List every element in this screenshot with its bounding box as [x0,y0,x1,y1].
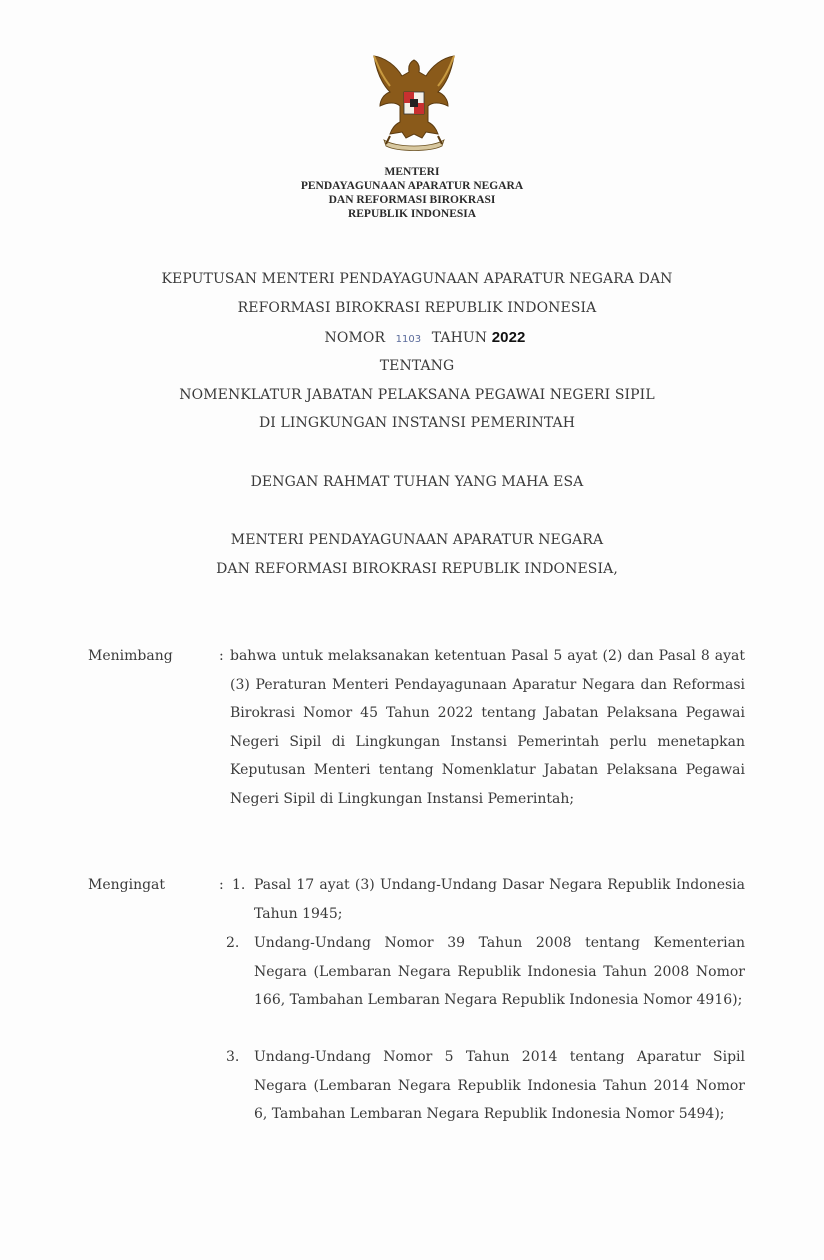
header-line-3: DAN REFORMASI BIROKRASI [328,194,496,206]
mengingat-colon: : [219,877,224,893]
issuer-line-2: DAN REFORMASI BIROKRASI REPUBLIK INDONESIA, [216,561,618,577]
tentang-heading: TENTANG [379,358,455,374]
mengingat-item-2-text: Undang-Undang Nomor 39 Tahun 2008 tentang Kementerian Negara (Lembaran Negara Republik Indonesia Tahun 2008 Nomor 166, Tambahan Lembaran Negara Republik Indonesia Nomor 4916); [254,935,745,1008]
mengingat-item-1-number: 1. [232,877,246,893]
mengingat-item-2-number: 2. [226,935,240,951]
subject-line-2: DI LINGKUNGAN INSTANSI PEMERINTAH [258,415,576,431]
header-line-2: PENDAYAGUNAAN APARATUR NEGARA [300,180,524,192]
mengingat-item-1-text: Pasal 17 ayat (3) Undang-Undang Dasar Negara Republik Indonesia Tahun 1945; [254,877,745,922]
garuda-emblem-icon [366,52,462,158]
header-line-4: REPUBLIK INDONESIA [347,208,477,220]
tahun-value: 2022 [491,329,526,346]
issuer-line-1: MENTERI PENDAYAGUNAAN APARATUR NEGARA [230,532,604,548]
tahun-label: TAHUN [431,330,488,346]
subject-line-1: NOMENKLATUR JABATAN PELAKSANA PEGAWAI NEGERI SIPIL [179,387,655,403]
mengingat-item-3-number: 3. [226,1049,240,1065]
title-line-1: KEPUTUSAN MENTERI PENDAYAGUNAAN APARATUR NEGARA DAN [161,271,673,287]
menimbang-text: bahwa untuk melaksanakan ketentuan Pasal 5 ayat (2) dan Pasal 8 ayat (3) Peraturan Menteri Pendayagunaan Aparatur Negara dan Reformasi Birokrasi Nomor 45 Tahun 2022 tentang Jabatan Pelaksana Pegawai Negeri Sipil di Lingkungan Instansi Pemerintah perlu menetapkan Keputusan Menteri tentang Nomenklatur Jabatan Pelaksana Pegawai Negeri Sipil di Lingkungan Instansi Pemerintah; [230,648,745,807]
menimbang-colon: : [219,648,224,664]
mengingat-item-3-text: Undang-Undang Nomor 5 Tahun 2014 tentang Aparatur Sipil Negara (Lembaran Negara Republik Indonesia Tahun 2014 Nomor 6, Tambahan Lembaran Negara Republik Indonesia Nomor 5494); [254,1049,745,1122]
nomor-label: NOMOR [324,330,386,346]
header-line-1: MENTERI [384,166,440,178]
decree-number-line [8,329,824,346]
mengingat-label: Mengingat [88,877,166,893]
nomor-value: 1103 [395,334,422,345]
preamble: DENGAN RAHMAT TUHAN YANG MAHA ESA [250,474,584,490]
title-line-2: REFORMASI BIROKRASI REPUBLIK INDONESIA [237,300,597,316]
menimbang-label: Menimbang [88,648,173,664]
